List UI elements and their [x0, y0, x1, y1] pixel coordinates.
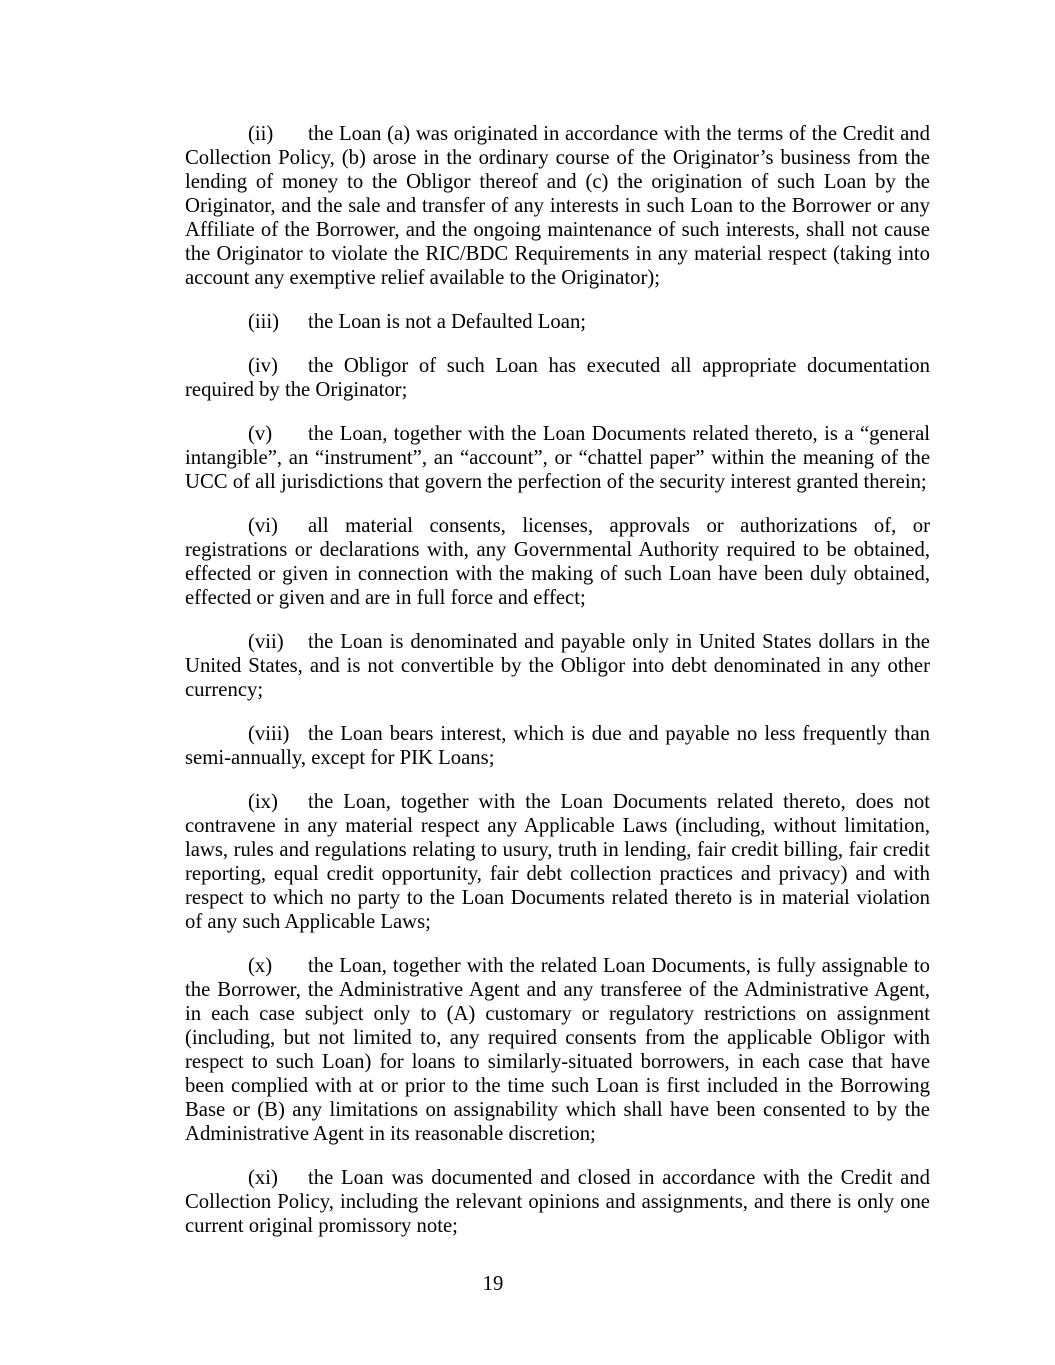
clause-text: all material consents, licenses, approvals or authorizations of, or registrations or declarations with, any Governmental Authority required to be obtained, effected or given in connection with the making of such Loan have been duly obtained, effected or given and are in full force and effect;: [185, 515, 930, 609]
clause-paragraph-xi: [185, 1166, 930, 1238]
document-body: [185, 122, 930, 1258]
clause-text: the Loan was documented and closed in accordance with the Credit and Collection Policy, including the relevant opinions and assignments, and there is only one current original promissory note;: [185, 1167, 930, 1237]
clause-label: (x): [248, 955, 273, 977]
clause-label: (viii): [248, 723, 290, 745]
clause-label: (ii): [248, 123, 274, 145]
clause-label: (vii): [248, 631, 284, 653]
clause-label: (vi): [248, 515, 278, 537]
clause-label: (v): [248, 423, 273, 445]
clause-label: (xi): [248, 1167, 278, 1189]
clause-text: the Obligor of such Loan has executed all appropriate documentation required by the Originator;: [185, 355, 930, 401]
page-number: 19: [482, 1273, 504, 1295]
clause-text: the Loan is denominated and payable only in United States dollars in the United States, and is not convertible by the Obligor into debt denominated in any other currency;: [185, 631, 930, 701]
clause-text: the Loan, together with the Loan Documents related thereto, is a “general intangible”, an “instrument”, an “account”, or “chattel paper” within the meaning of the UCC of all jurisdictions that govern the perfection of the security interest granted therein;: [185, 423, 930, 493]
clause-text: the Loan, together with the related Loan Documents, is fully assignable to the Borrower, the Administrative Agent and any transferee of the Administrative Agent, in each case subject only to (A) customary or regulatory restrictions on assignment (including, but not limited to, any required consents from the applicable Obligor with respect to such Loan) for loans to similarly-situated borrowers, in each case that have been complied with at or prior to the time such Loan is first included in the Borrowing Base or (B) any limitations on assignability which shall have been consented to by the Administrative Agent in its reasonable discretion;: [185, 955, 930, 1145]
clause-paragraph-iv: [185, 354, 930, 402]
clause-paragraph-ii: [185, 122, 930, 290]
clause-paragraph-x: [185, 954, 930, 1146]
clause-text: the Loan (a) was originated in accordance with the terms of the Credit and Collection Policy, (b) arose in the ordinary course of the Originator’s business from the lending of money to the Obligor thereof and (c) the origination of such Loan by the Originator, and the sale and transfer of any interests in such Loan to the Borrower or any Affiliate of the Borrower, and the ongoing maintenance of such interests, shall not cause the Originator to violate the RIC/BDC Requirements in any material respect (taking into account any exemptive relief available to the Originator);: [185, 123, 930, 289]
clause-paragraph-vi: [185, 514, 930, 610]
clause-label: (iv): [248, 355, 278, 377]
clause-paragraph-viii: [185, 722, 930, 770]
clause-label: (ix): [248, 791, 278, 813]
clause-text: the Loan is not a Defaulted Loan;: [308, 311, 587, 333]
clause-paragraph-ix: [185, 790, 930, 934]
clause-text: the Loan, together with the Loan Documents related thereto, does not contravene in any material respect any Applicable Laws (including, without limitation, laws, rules and regulations relating to usury, truth in lending, fair credit billing, fair credit reporting, equal credit opportunity, fair debt collection practices and privacy) and with respect to which no party to the Loan Documents related thereto is in material violation of any such Applicable Laws;: [185, 791, 930, 933]
clause-paragraph-iii: [185, 310, 930, 334]
clause-label: (iii): [248, 311, 280, 333]
clause-paragraph-v: [185, 422, 930, 494]
clause-paragraph-vii: [185, 630, 930, 702]
clause-text: the Loan bears interest, which is due and payable no less frequently than semi-annually, except for PIK Loans;: [185, 723, 930, 769]
